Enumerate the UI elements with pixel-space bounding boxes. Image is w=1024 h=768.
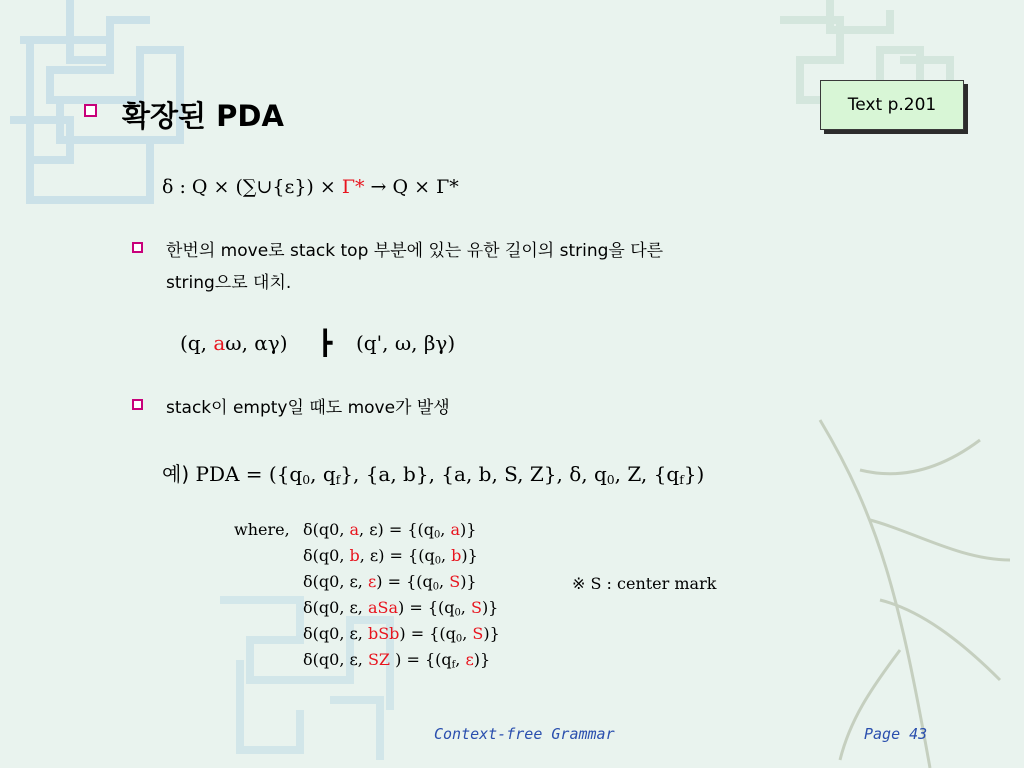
transition-rule-row: δ(q0, a, $\varepsilon) = \{(q_0$, a)} bbox=[303, 520, 477, 541]
footer-title: Context-free Grammar bbox=[434, 725, 615, 743]
title-bullet-icon bbox=[84, 104, 97, 117]
state-subscript: 0 bbox=[329, 598, 340, 617]
q0-subscript-2: 0 bbox=[606, 472, 615, 488]
rule-stack-symbol: bSb bbox=[367, 624, 400, 643]
result-state-subscript: 0 bbox=[455, 633, 463, 645]
transition-rule-row: δ(q0, ε, $\varepsilon) = \{(q_0$, S)} bbox=[303, 572, 477, 593]
transition-rule-row: δ(q0, b, $\varepsilon) = \{(q_0$, b)} bbox=[303, 546, 478, 567]
move-lhs-open: (q, bbox=[180, 331, 214, 355]
rule-input-symbol: ε bbox=[349, 650, 358, 669]
page-title: 확장된 PDA bbox=[122, 99, 284, 133]
example-tail: , Z, {q bbox=[614, 462, 680, 486]
state-subscript: 0 bbox=[329, 650, 340, 669]
gamma-star-red: Γ* bbox=[341, 176, 365, 198]
rule-result-symbol: b bbox=[451, 546, 462, 565]
bullet1-line1: 한번의 move로 stack top 부분에 있는 유한 길이의 string을 다른 bbox=[166, 241, 664, 261]
rule-result-symbol: S bbox=[472, 624, 484, 643]
rule-input-symbol: b bbox=[349, 546, 360, 565]
rule-stack-symbol: ε bbox=[367, 572, 377, 591]
transition-rule-row: δ(q0, ε, $aSa) = \{(q_0$, S)} bbox=[303, 598, 499, 619]
rule-result-symbol: S bbox=[470, 598, 482, 617]
where-label: where, bbox=[234, 520, 290, 539]
state-subscript: 0 bbox=[329, 624, 340, 643]
q0-subscript: 0 bbox=[302, 472, 311, 488]
bullet2-text: stack이 empty일 때도 move가 발생 bbox=[166, 398, 450, 418]
delta-prefix: δ : Q × (∑∪{ε}) × bbox=[162, 176, 342, 198]
move-rhs: (q', ω, βγ) bbox=[356, 331, 456, 355]
rule-input-symbol: ε bbox=[349, 572, 358, 591]
rule-input-symbol: a bbox=[349, 520, 360, 539]
rule-result-symbol: S bbox=[449, 572, 461, 591]
bullet2-icon bbox=[132, 399, 143, 410]
example-mid1: , q bbox=[310, 462, 336, 486]
page-number: Page 43 bbox=[864, 725, 928, 743]
text-reference-box: Text p.201 bbox=[820, 80, 964, 130]
example-pda-prefix: PDA = ({q bbox=[189, 462, 303, 486]
qf-subscript: f bbox=[335, 472, 341, 488]
delta-suffix: → Q × Γ* bbox=[364, 176, 459, 198]
example-pda bbox=[162, 458, 704, 487]
rule-result-symbol: a bbox=[450, 520, 461, 539]
state-subscript: 0 bbox=[329, 546, 340, 565]
example-end: }) bbox=[683, 462, 705, 486]
result-state-subscript: 0 bbox=[454, 607, 461, 619]
center-mark-note: ※ S : center mark bbox=[572, 574, 717, 593]
rule-stack-symbol: ε bbox=[369, 546, 379, 565]
turnstile-symbol: ┣ bbox=[318, 329, 333, 357]
move-lhs-a: a bbox=[213, 331, 226, 355]
result-state-subscript: 0 bbox=[433, 529, 441, 541]
transition-rule-row: δ(q0, ε, $bSb) = \{(q_0$, S)} bbox=[303, 624, 500, 645]
rule-stack-symbol: aSa bbox=[367, 598, 398, 617]
bullet1-line2: string으로 대치. bbox=[166, 273, 292, 293]
result-state-subscript: 0 bbox=[434, 555, 441, 567]
rule-result-symbol: ε bbox=[465, 650, 474, 669]
rule-input-symbol: ε bbox=[349, 624, 358, 643]
qf-subscript-2: f bbox=[679, 472, 684, 488]
bullet1-icon bbox=[132, 242, 143, 253]
delta-definition bbox=[162, 176, 459, 198]
transition-rule-row: δ(q0, ε, SZ ) = {($q_f$, ε)} bbox=[303, 650, 491, 671]
example-label: 예) bbox=[162, 462, 190, 486]
result-state-subscript: 0 bbox=[432, 581, 440, 593]
state-subscript: 0 bbox=[329, 572, 340, 591]
move-relation bbox=[180, 331, 288, 355]
state-subscript: 0 bbox=[329, 520, 340, 539]
result-state-subscript: f bbox=[451, 659, 456, 671]
rule-stack-symbol: SZ bbox=[367, 650, 396, 669]
move-lhs-rest: ω, αγ) bbox=[225, 331, 288, 355]
example-mid2: }, {a, b}, {a, b, S, Z}, δ, q bbox=[340, 462, 607, 486]
rule-stack-symbol: ε bbox=[369, 520, 378, 539]
rule-input-symbol: ε bbox=[349, 598, 358, 617]
